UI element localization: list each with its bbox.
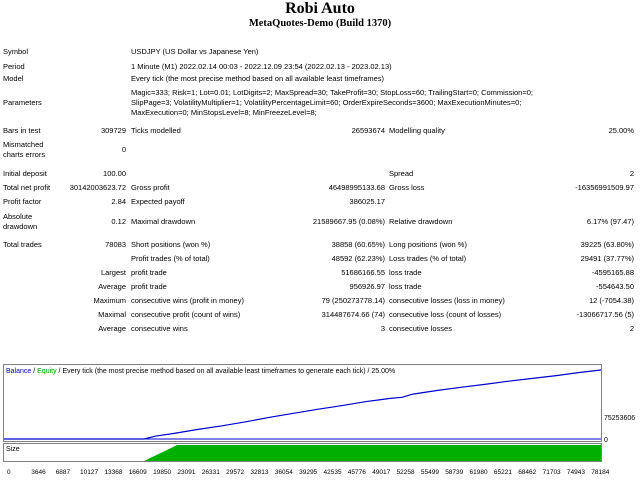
- avg-consecutive-wins-value: 3: [380, 324, 385, 333]
- x-tick-label: 71703: [542, 469, 561, 476]
- x-tick-label: 45776: [347, 469, 366, 476]
- x-tick-label: 16609: [128, 469, 147, 476]
- x-tick-label: 13368: [104, 469, 123, 476]
- parameters-line-2: SlipPage=3; VolatilityMultiplier=1; VolatilityPercentageLimit=60; OrderExpireSeconds=3600; MaxExecutionMinutes=0;: [131, 98, 522, 107]
- y-tick-label-top: 75253606: [604, 415, 636, 422]
- x-tick-label: 6887: [55, 469, 71, 476]
- x-tick-label: 36054: [274, 469, 293, 476]
- profit-factor-label: Profit factor: [3, 197, 42, 206]
- average-label: Average: [98, 282, 126, 291]
- max-consecutive-losses-value: 12 (-7054.38): [588, 296, 634, 305]
- x-tick-label: 42535: [323, 469, 342, 476]
- short-positions-label: Short positions (won %): [131, 240, 211, 249]
- x-tick-label: 65221: [493, 469, 512, 476]
- ticks-label: Ticks modelled: [131, 126, 181, 135]
- x-tick-label: 19850: [153, 469, 172, 476]
- symbol-value: USDJPY (US Dollar vs Japanese Yen): [131, 47, 259, 56]
- maximal-consecutive-loss-label: consecutive loss (count of losses): [389, 310, 502, 319]
- report-title: Robi Auto: [285, 0, 355, 17]
- chart-header: [6, 368, 395, 375]
- profit-trades-value: 48592 (62.23%): [331, 254, 385, 263]
- average-loss-value: -554643.50: [596, 282, 634, 291]
- absolute-drawdown-label-2: drawdown: [3, 222, 38, 231]
- balance-chart-svg: [3, 364, 637, 477]
- gross-profit-value: 46498995133.68: [328, 183, 385, 192]
- balance-plot-frame: [4, 365, 602, 442]
- size-area: [144, 445, 601, 461]
- balance-chart: [3, 364, 637, 477]
- average-profit-value: 956926.97: [349, 282, 385, 291]
- profit-factor-value: 2.84: [111, 197, 126, 206]
- gross-loss-label: Gross loss: [389, 183, 425, 192]
- chart-header-balance: Balance: [6, 368, 32, 375]
- gross-profit-label: Gross profit: [131, 183, 170, 192]
- x-tick-label: 74943: [566, 469, 585, 476]
- x-tick-label: 0: [7, 469, 11, 476]
- model-value: Every tick (the most precise method based on all available least timeframes): [131, 74, 385, 83]
- maximal-drawdown-value: 21589667.95 (0.08%): [312, 217, 385, 226]
- loss-trades-label: Loss trades (% of total): [389, 254, 467, 263]
- net-profit-label: Total net profit: [3, 183, 51, 192]
- gross-loss-value: -16356991509.97: [575, 183, 634, 192]
- x-tick-label: 29572: [226, 469, 245, 476]
- x-tick-label: 52258: [396, 469, 415, 476]
- largest-loss-label: loss trade: [389, 268, 422, 277]
- max-consecutive-losses-label: consecutive losses (loss in money): [389, 296, 505, 305]
- maximal-consecutive-profit-value: 314487674.66 (74): [321, 310, 385, 319]
- parameters-line-3: MaxExecution=0; MinStopsLevel=8; MinFreezeLevel=8;: [131, 108, 317, 117]
- avg-consecutive-losses-label: consecutive losses: [389, 324, 452, 333]
- absolute-drawdown-label-1: Absolute: [3, 212, 33, 221]
- ticks-value: 26593674: [351, 126, 385, 135]
- x-tick-label: 32813: [250, 469, 269, 476]
- quality-label: Modelling quality: [389, 126, 445, 135]
- chart-header-sep2: /: [56, 368, 63, 375]
- deposit-value: 100.00: [103, 169, 126, 178]
- deposit-label: Initial deposit: [3, 169, 47, 178]
- model-label: Model: [3, 74, 24, 83]
- mismatch-label-2: charts errors: [3, 150, 46, 159]
- avg-consecutive-wins-label: consecutive wins: [131, 324, 188, 333]
- largest-loss-value: -4595165.88: [591, 268, 634, 277]
- report-subtitle: MetaQuotes-Demo (Build 1370): [248, 18, 392, 29]
- symbol-label: Symbol: [3, 47, 29, 56]
- long-positions-value: 39225 (63.80%): [580, 240, 634, 249]
- expected-payoff-label: Expected payoff: [131, 197, 185, 206]
- expected-payoff-value: 386025.17: [349, 197, 385, 206]
- x-tick-label: 23091: [177, 469, 196, 476]
- average-consecutive-label: Average: [98, 324, 126, 333]
- chart-header-sep1: /: [31, 368, 38, 375]
- spread-label: Spread: [389, 169, 414, 178]
- period-label: Period: [3, 62, 25, 71]
- maximal-consecutive-profit-label: consecutive profit (count of wins): [131, 310, 241, 319]
- total-trades-value: 78083: [105, 240, 126, 249]
- largest-label: Largest: [100, 268, 126, 277]
- size-label: Size: [6, 446, 20, 453]
- largest-profit-value: 51686166.55: [341, 268, 385, 277]
- avg-consecutive-losses-value: 2: [629, 324, 634, 333]
- net-profit-value: 30142003623.72: [69, 183, 126, 192]
- loss-trades-value: 29491 (37.77%): [580, 254, 634, 263]
- x-tick-label: 68462: [518, 469, 537, 476]
- maximal-drawdown-label: Maximal drawdown: [131, 217, 196, 226]
- spread-value: 2: [629, 169, 634, 178]
- y-tick-label-zero: 0: [604, 437, 608, 444]
- quality-value: 25.00%: [608, 126, 634, 135]
- average-loss-label: loss trade: [389, 282, 422, 291]
- x-tick-label: 61980: [469, 469, 488, 476]
- max-consecutive-wins-label: consecutive wins (profit in money): [131, 296, 244, 305]
- long-positions-label: Long positions (won %): [389, 240, 467, 249]
- x-tick-label: 55499: [420, 469, 439, 476]
- mismatch-value: 0: [121, 145, 126, 154]
- bars-value: 309729: [100, 126, 126, 135]
- maximum-label: Maximum: [93, 296, 126, 305]
- short-positions-value: 38858 (60.65%): [331, 240, 385, 249]
- chart-header-rest: Every tick (the most precise method based on all available least timeframes to generate each tick) / 25.00%: [62, 368, 396, 375]
- x-tick-label: 58739: [445, 469, 464, 476]
- total-trades-label: Total trades: [3, 240, 42, 249]
- x-tick-label: 39295: [299, 469, 318, 476]
- max-consecutive-wins-value: 79 (250273778.14): [321, 296, 385, 305]
- x-tick-label: 10127: [80, 469, 99, 476]
- mismatch-label-1: Mismatched: [3, 140, 44, 149]
- largest-profit-label: profit trade: [131, 268, 167, 277]
- absolute-drawdown-value: 0.12: [111, 217, 126, 226]
- maximal-consecutive-loss-value: -13066717.56 (5): [576, 310, 634, 319]
- chart-header-equity: Equity: [37, 368, 57, 375]
- period-value: 1 Minute (M1) 2022.02.14 00:03 - 2022.12.09 23:54 (2022.02.13 - 2023.02.13): [131, 62, 392, 71]
- relative-drawdown-value: 6.17% (97.47): [586, 217, 634, 226]
- average-profit-label: profit trade: [131, 282, 167, 291]
- relative-drawdown-label: Relative drawdown: [389, 217, 453, 226]
- profit-trades-label: Profit trades (% of total): [131, 254, 210, 263]
- x-tick-label: 78184: [591, 469, 610, 476]
- maximal-label: Maximal: [98, 310, 126, 319]
- x-tick-label: 26331: [201, 469, 220, 476]
- parameters-line-1: Magic=333; Risk=1; Lot=0.01; LotDigits=2; MaxSpread=30; TakeProfit=30; StopLoss=60; TrailingStart=0; Commission=0;: [131, 88, 533, 97]
- x-tick-label: 3646: [31, 469, 46, 476]
- parameters-label: Parameters: [3, 98, 42, 107]
- x-tick-label: 49017: [372, 469, 391, 476]
- bars-label: Bars in test: [3, 126, 41, 135]
